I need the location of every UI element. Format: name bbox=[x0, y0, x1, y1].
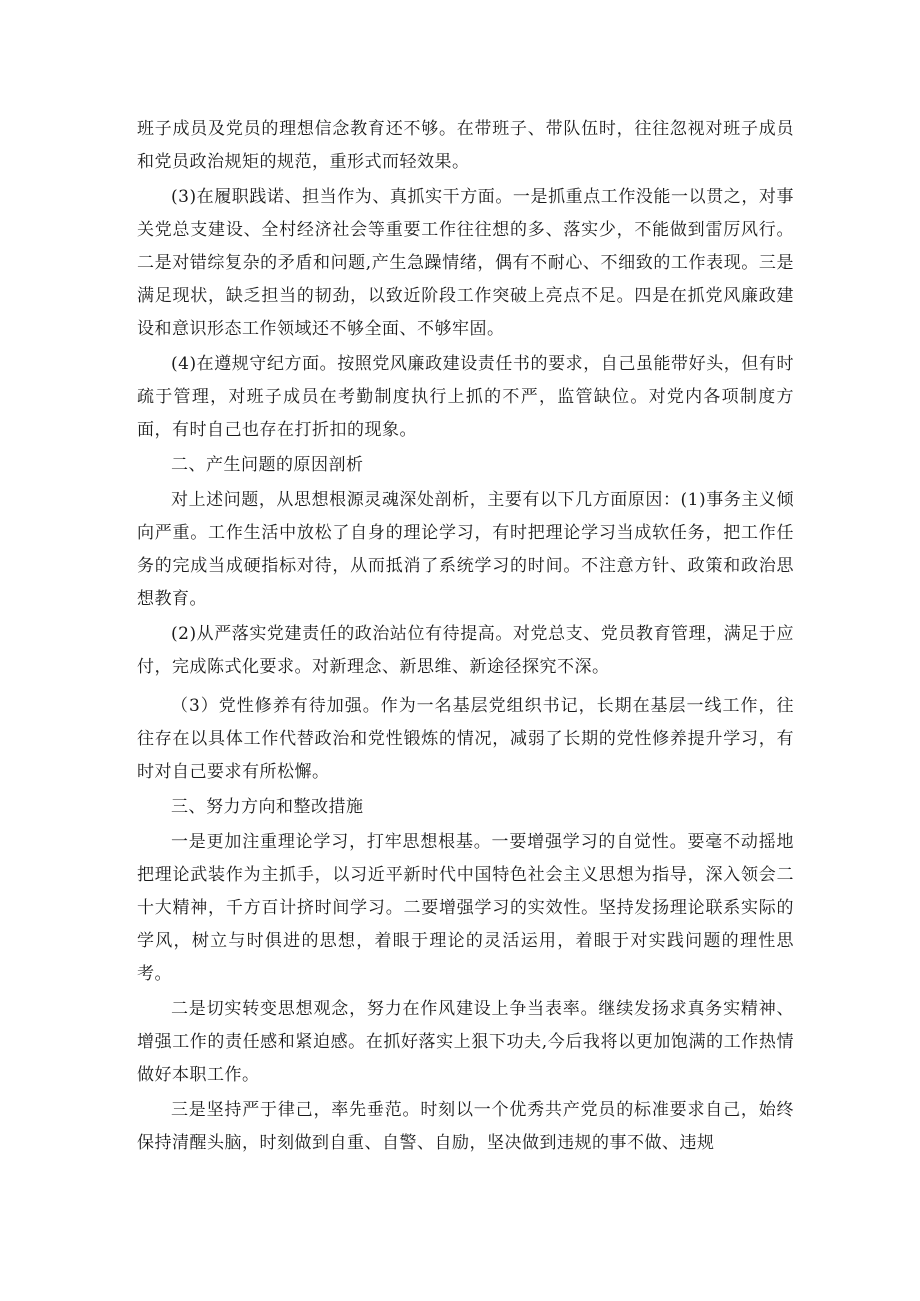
paragraph-work-style: 二是切实转变思想观念，努力在作风建设上争当表率。继续发扬求真务实精神、增强工作的责任感和紧迫感。在抓好落实上狠下功夫,今后我将以更加饱满的工作热情做好本职工作。 bbox=[137, 999, 794, 1085]
paragraph-performance-duties: (3)在履职践诺、担当作为、真抓实干方面。一是抓重点工作没能一以贯之，对事关党总支建设、全村经济社会等重要工作往往想的多、落实少，不能做到雷厉风行。二是对错综复杂的矛盾和问题,产生急躁情绪，偶有不耐心、不细致的工作表现。三是满足现状，缺乏担当的韧劲，以致近阶段工作突破上亮点不足。四是在抓党风廉政建设和意识形态工作领域还不够全面、不够牢固。 bbox=[137, 187, 794, 339]
paragraph-self-discipline: 三是坚持严于律己，率先垂范。时刻以一个优秀共产党员的标准要求自己，始终保持清醒头脑，时刻做到自重、自警、自励，坚决做到违规的事不做、违规 bbox=[137, 1100, 794, 1153]
paragraph-theory-study: 一是更加注重理论学习，打牢思想根基。一要增强学习的自觉性。要毫不动摇地把理论武装作为主抓手，以习近平新时代中国特色社会主义思想为指导，深入领会二十大精神，千方百计挤时间学习。二要增强学习的实效性。坚持发扬理论联系实际的学风，树立与时俱进的思想，着眼于理论的灵活运用，着眼于对实践问题的理性思考。 bbox=[137, 832, 794, 984]
paragraph-discipline: (4)在遵规守纪方面。按照党风廉政建设责任书的要求，自己虽能带好头，但有时疏于管理，对班子成员在考勤制度执行上抓的不严，监管缺位。对党内各项制度方面，有时自己也存在打折扣的现象。 bbox=[137, 354, 794, 440]
paragraph-party-building-responsibility: (2)从严落实党建责任的政治站位有待提高。对党总支、党员教育管理，满足于应付，完成陈式化要求。对新理念、新思维、新途径探究不深。 bbox=[137, 624, 794, 677]
paragraph-party-spirit: （3）党性修养有待加强。作为一名基层党组织书记，长期在基层一线工作，往往存在以具体工作代替政治和党性锻炼的情况，减弱了长期的党性修养提升学习，有时对自己要求有所松懈。 bbox=[137, 696, 794, 782]
document-body bbox=[137, 113, 794, 1160]
paragraph-continuation: 班子成员及党员的理想信念教育还不够。在带班子、带队伍时，往往忽视对班子成员和党员政治规矩的规范，重形式而轻效果。 bbox=[137, 119, 794, 172]
paragraph-cause-analysis: 对上述问题，从思想根源灵魂深处剖析，主要有以下几方面原因：(1)事务主义倾向严重。工作生活中放松了自身的理论学习，有时把理论学习当成软任务，把工作任务的完成当成硬指标对待，从而抵消了系统学习的时间。不注意方针、政策和政治思想教育。 bbox=[137, 490, 794, 609]
section-heading-causes: 二、产生问题的原因剖析 bbox=[171, 455, 364, 475]
section-heading-rectification: 三、努力方向和整改措施 bbox=[171, 797, 364, 817]
